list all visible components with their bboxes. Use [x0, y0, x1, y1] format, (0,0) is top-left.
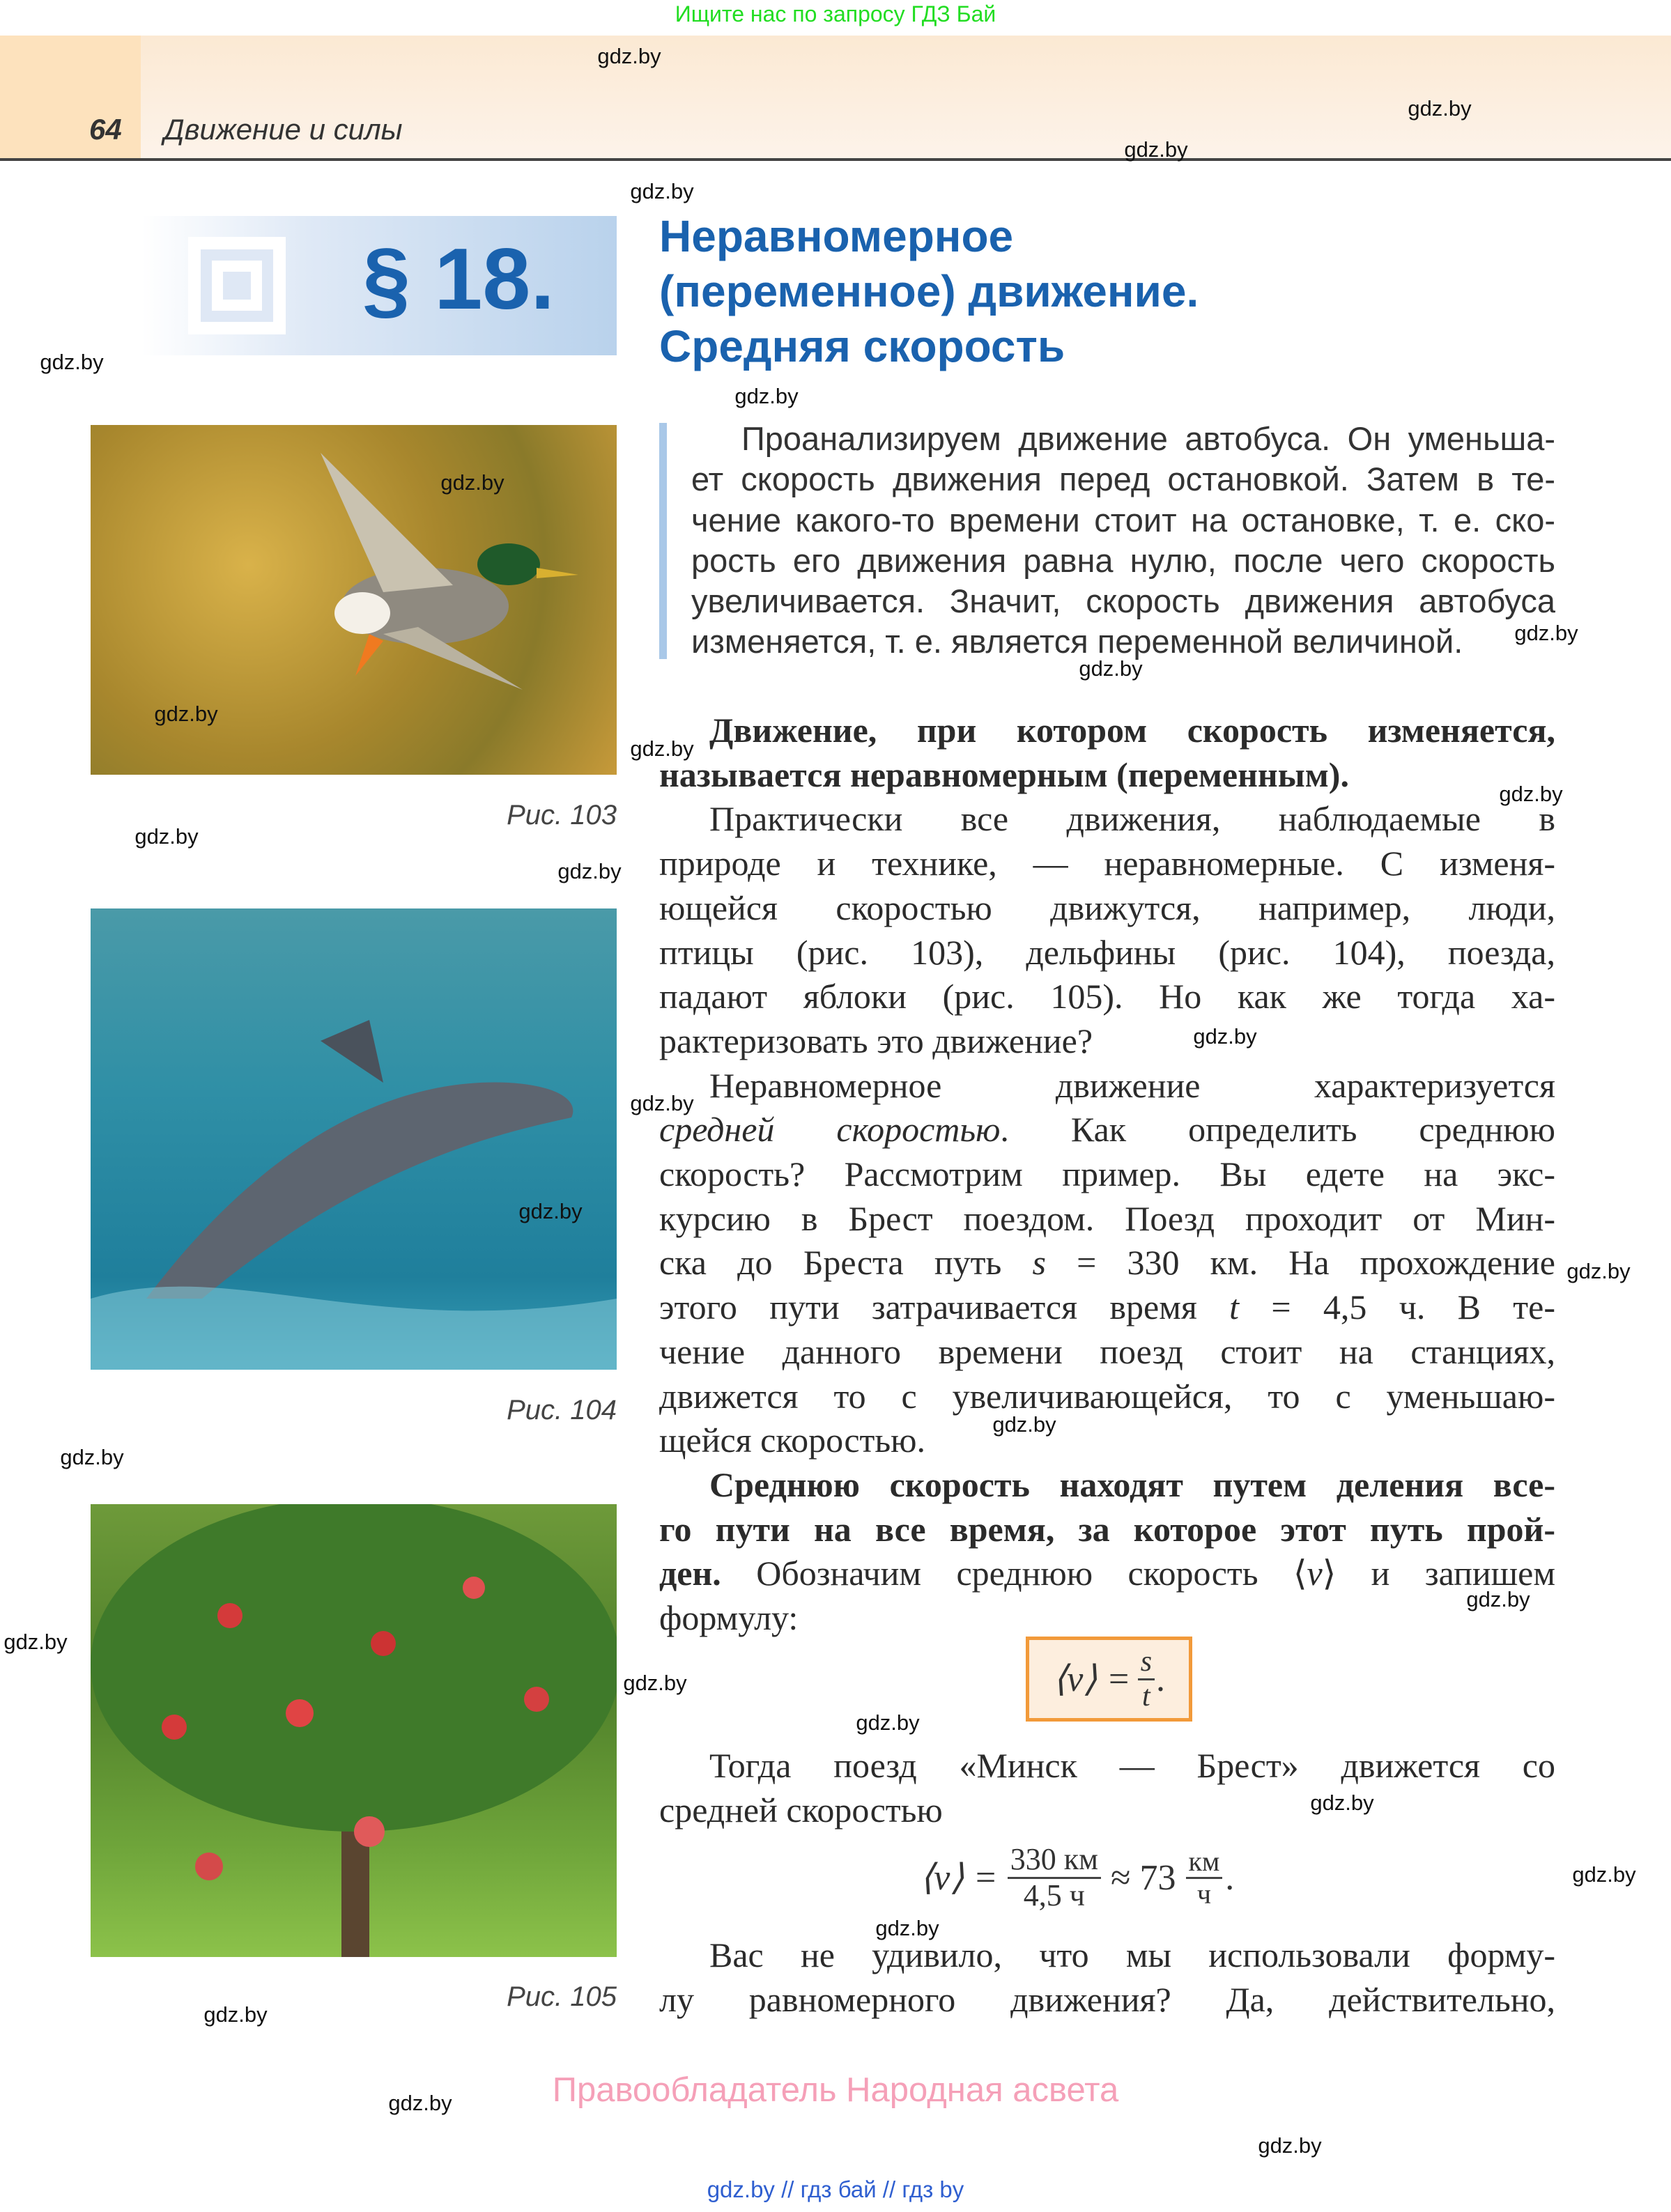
watermark: gdz.by	[856, 1710, 920, 1735]
formula-box	[1026, 1637, 1192, 1722]
figure-caption: Рис. 105	[507, 1981, 617, 2012]
unit-numerator: км	[1186, 1846, 1223, 1879]
text-segment: средней скоростью	[659, 1790, 943, 1830]
text-line	[659, 1978, 1555, 2022]
watermark: gdz.by	[134, 824, 199, 849]
formula-end: .	[1156, 1659, 1166, 1699]
watermark: gdz.by	[1499, 782, 1563, 806]
watermark: gdz.by	[630, 736, 694, 761]
text-line	[659, 1064, 1555, 1108]
watermark: gdz.by	[388, 2091, 452, 2115]
formula-average-speed	[920, 1832, 1310, 1923]
text-line	[659, 1019, 1555, 1064]
text-line	[659, 1463, 1555, 1508]
text-segment: Неравномерное движение характеризуется	[709, 1065, 1555, 1105]
watermark: gdz.by	[623, 1671, 687, 1695]
text-line	[659, 1241, 1555, 1285]
text-segment: этого пути затрачивается время	[659, 1287, 1230, 1327]
text-line	[659, 1596, 1555, 1641]
formula-lhs: ⟨v⟩ =	[1052, 1660, 1131, 1699]
text-line: увеличивается. Значит, скорость движения автобуса	[691, 582, 1555, 620]
title-line: Средняя скорость	[659, 321, 1065, 371]
fraction-denominator: 4,5 ч	[1023, 1878, 1085, 1912]
text-line	[659, 1788, 1555, 1833]
text-line	[659, 797, 1555, 842]
watermark: gdz.by	[597, 44, 661, 68]
body-text-block	[659, 709, 1555, 1641]
concentric-square-icon-core	[223, 272, 251, 300]
bold-text: Движение, при котором скорость изменяется,	[709, 711, 1555, 750]
text-line	[659, 931, 1555, 975]
text-line	[659, 1933, 1555, 1978]
watermark: gdz.by	[1566, 1259, 1631, 1283]
apple-tree-illustration	[91, 1504, 617, 1957]
text-line	[659, 1375, 1555, 1419]
intro-accent-bar	[659, 423, 667, 659]
watermark: gdz.by	[875, 1916, 939, 1940]
text-segment: движется то с увеличивающейся, то с уменьшаю-	[659, 1376, 1555, 1416]
text-line	[659, 1108, 1555, 1152]
text-segment: Обозначим среднюю скорость ⟨	[721, 1554, 1307, 1593]
formula-end: .	[1225, 1857, 1235, 1898]
text-segment: . Как определить среднюю	[1000, 1110, 1555, 1150]
body-text-block	[659, 1744, 1555, 1832]
text-line	[659, 1744, 1555, 1788]
text-line	[659, 709, 1555, 753]
watermark: gdz.by	[1310, 1791, 1374, 1815]
section-title	[659, 209, 1199, 374]
figure-apple-tree-photo	[91, 1504, 617, 1957]
watermark: gdz.by	[440, 470, 505, 495]
text-segment: птицы (рис. 103), дельфины (рис. 104), поезда,	[659, 932, 1555, 972]
text-line	[659, 1552, 1555, 1596]
text-segment: падают яблоки (рис. 105). Но как же тогда ха-	[659, 977, 1555, 1016]
watermark: gdz.by	[734, 384, 799, 408]
watermark: gdz.by	[1572, 1862, 1636, 1887]
unit-fraction	[1186, 1846, 1223, 1910]
header-divider	[0, 158, 1671, 161]
text-line	[659, 1508, 1555, 1552]
watermark: gdz.by	[40, 350, 104, 374]
text-line	[659, 1418, 1555, 1463]
text-line: Проанализируем движение автобуса. Он уменьша-	[741, 420, 1555, 457]
figure-caption: Рис. 103	[507, 800, 617, 830]
text-line	[659, 1330, 1555, 1375]
formula-approx: ≈ 73	[1110, 1857, 1176, 1898]
text-segment: = 4,5 ч. В те-	[1239, 1287, 1555, 1327]
italic-text: t	[1229, 1287, 1240, 1327]
watermark: gdz.by	[203, 2002, 268, 2027]
watermark: gdz.by	[1408, 96, 1472, 121]
search-hint-banner: Ищите нас по запросу ГДЗ Бай	[675, 1, 996, 26]
formula-fraction	[1008, 1843, 1101, 1912]
italic-text: средней скоростью	[659, 1110, 1001, 1150]
fraction-numerator: s	[1138, 1646, 1155, 1680]
text-segment: щейся скоростью.	[659, 1421, 926, 1460]
text-segment: курсию в Брест поездом. Поезд проходит от Мин-	[659, 1198, 1555, 1238]
watermark: gdz.by	[557, 859, 622, 883]
text-segment: формулу:	[659, 1598, 799, 1638]
title-line: (переменное) движение.	[659, 266, 1199, 316]
text-line	[659, 1152, 1555, 1197]
formula-fraction	[1138, 1646, 1155, 1712]
text-line	[659, 842, 1555, 886]
section-number: § 18.	[362, 231, 555, 327]
figure-dolphin-photo	[91, 908, 617, 1370]
bold-text: ден.	[659, 1554, 721, 1593]
text-segment: ющейся скоростью движутся, например, люди,	[659, 888, 1555, 927]
body-text-block	[659, 1933, 1555, 2022]
text-segment: природе и технике, — неравномерные. С изменя-	[659, 844, 1555, 883]
watermark: gdz.by	[630, 179, 694, 203]
watermark: gdz.by	[992, 1412, 1056, 1437]
text-line	[659, 1285, 1555, 1330]
watermark: gdz.by	[60, 1445, 124, 1469]
text-segment: скорость? Рассмотрим пример. Вы едете на экс-	[659, 1154, 1555, 1194]
watermark: gdz.by	[1193, 1024, 1257, 1049]
watermark: gdz.by	[1466, 1587, 1530, 1611]
text-segment: ⟩ и запишем	[1322, 1554, 1555, 1593]
watermark: gdz.by	[3, 1630, 68, 1654]
text-segment: ска до Бреста путь	[659, 1243, 1033, 1283]
intro-paragraph	[691, 419, 1555, 663]
formula-lhs: ⟨v⟩ =	[920, 1858, 998, 1898]
watermark: gdz.by	[1514, 621, 1578, 645]
watermark: gdz.by	[154, 702, 218, 726]
bold-text: называется неравномерным (переменным).	[659, 755, 1349, 794]
fraction-denominator: t	[1142, 1680, 1150, 1712]
text-segment: Вас не удивило, что мы использовали форму-	[709, 1935, 1555, 1974]
text-line	[659, 975, 1555, 1019]
fraction-numerator: 330 км	[1008, 1843, 1101, 1878]
chapter-title: Движение и силы	[164, 113, 403, 146]
text-segment: Практически все движения, наблюдаемые в	[709, 799, 1555, 839]
text-line: чение какого-то времени стоит на остановке, т. е. ско-	[691, 501, 1555, 539]
text-line	[659, 886, 1555, 931]
text-segment: Тогда поезд «Минск — Брест» движется со	[709, 1746, 1555, 1785]
watermark: gdz.by	[1258, 2133, 1322, 2158]
text-line	[659, 753, 1555, 798]
text-line: рость его движения равна нулю, после чего скорость	[691, 541, 1555, 579]
text-segment: лу равномерного движения? Да, действительно,	[659, 1979, 1555, 2019]
text-line	[659, 1197, 1555, 1242]
text-segment: = 330 км. На прохождение	[1045, 1243, 1555, 1283]
page-number: 64	[89, 113, 122, 146]
text-segment: рактеризовать это движение?	[659, 1021, 1093, 1060]
watermark: gdz.by	[518, 1199, 583, 1223]
bold-text: Среднюю скорость находят путем деления все-	[709, 1464, 1555, 1504]
text-line: изменяется, т. е. является переменной величиной.	[691, 623, 1463, 660]
footer-links[interactable]: gdz.by // гдз бай // гдз by	[707, 2176, 964, 2202]
watermark: gdz.by	[630, 1091, 694, 1115]
italic-text: v	[1307, 1554, 1323, 1593]
watermark: gdz.by	[1124, 137, 1188, 162]
unit-denominator: ч	[1196, 1878, 1211, 1910]
copyright-owner: Правообладатель Народная асвета	[552, 2071, 1119, 2109]
title-line: Неравномерное	[659, 211, 1014, 261]
italic-text: s	[1032, 1243, 1046, 1283]
text-segment: чение данного времени поезд стоит на станциях,	[659, 1331, 1555, 1371]
dolphin-illustration	[91, 908, 617, 1370]
figure-caption: Рис. 104	[507, 1395, 617, 1425]
watermark: gdz.by	[1079, 656, 1143, 681]
bold-text: го пути на все время, за которое этот путь прой-	[659, 1509, 1555, 1549]
text-line: ет скорость движения перед остановкой. Затем в те-	[691, 461, 1555, 498]
